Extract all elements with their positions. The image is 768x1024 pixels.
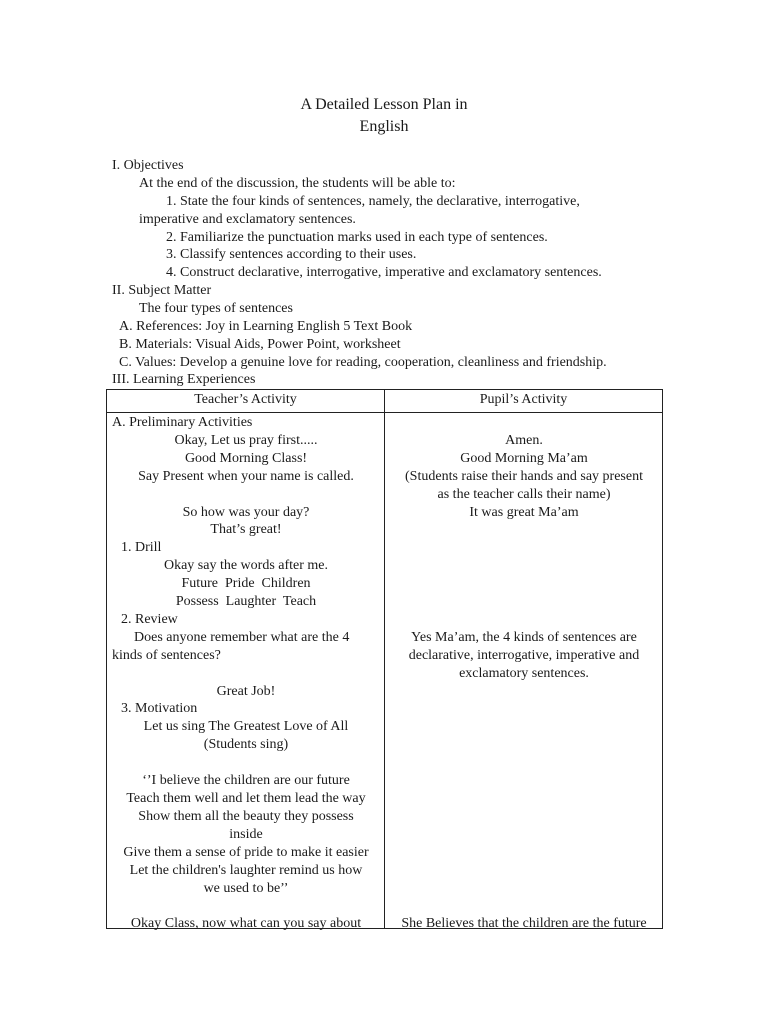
teacher-line: Future Pride Children	[181, 576, 311, 592]
blank-line	[112, 897, 380, 915]
teacher-line: 2. Review	[121, 611, 178, 627]
pupil-line: Yes Ma’am, the 4 kinds of sentences are	[411, 629, 637, 645]
teacher-line: Okay Class, now what can you say about	[130, 916, 362, 932]
teacher-line: Possess Laughter Teach	[175, 594, 317, 610]
subject-matter-topic: The four types of sentences	[139, 301, 293, 316]
teacher-line: Good Morning Class!	[184, 450, 308, 466]
blank-line	[390, 808, 658, 826]
blank-line	[390, 736, 658, 754]
teacher-line: Does anyone remember what are the 4	[134, 629, 350, 645]
blank-line	[390, 521, 658, 539]
pupil-line: exclamatory sentences.	[459, 665, 589, 681]
teacher-line: kinds of sentences?	[112, 647, 221, 663]
objective-4: 4. Construct declarative, interrogative, imperative and exclamatory sentences.	[166, 265, 602, 280]
teacher-activity-cell	[112, 414, 380, 933]
teacher-line: 1. Drill	[121, 540, 162, 556]
blank-line	[390, 897, 658, 915]
blank-line	[112, 754, 380, 772]
blank-line	[390, 575, 658, 593]
objective-1-line-a: 1. State the four kinds of sentences, namely, the declarative, interrogative,	[166, 194, 580, 209]
blank-line	[390, 700, 658, 718]
pupil-line: (Students raise their hands and say present	[405, 468, 643, 484]
learning-experiences-heading: III. Learning Experiences	[112, 372, 256, 387]
objectives-intro: At the end of the discussion, the students will be able to:	[139, 176, 456, 191]
blank-line	[390, 861, 658, 879]
blank-line	[390, 772, 658, 790]
teacher-line: 3. Motivation	[121, 701, 198, 717]
table-column-divider	[384, 390, 385, 928]
blank-line	[390, 754, 658, 772]
teacher-line: Great Job!	[216, 683, 276, 699]
blank-line	[390, 682, 658, 700]
lyric-line: we used to be’’	[203, 880, 289, 896]
pupil-line: as the teacher calls their name)	[437, 486, 611, 502]
teacher-line: A. Preliminary Activities	[112, 415, 253, 430]
objective-3: 3. Classify sentences according to their uses.	[166, 247, 417, 262]
teacher-line: Okay say the words after me.	[163, 558, 329, 574]
teacher-line: Okay, Let us pray first.....	[174, 432, 318, 448]
subject-matter-heading: II. Subject Matter	[112, 283, 212, 298]
subject-matter-references: A. References: Joy in Learning English 5 Text Book	[119, 319, 413, 334]
blank-line	[390, 557, 658, 575]
lesson-table	[106, 389, 663, 932]
teacher-line: That’s great!	[210, 522, 282, 538]
blank-line	[390, 611, 658, 629]
blank-line	[390, 539, 658, 557]
objectives-heading: I. Objectives	[112, 158, 184, 173]
lyric-line: ‘’I believe the children are our future	[142, 773, 350, 789]
blank-line	[390, 826, 658, 844]
subject-matter-values: C. Values: Develop a genuine love for reading, cooperation, cleanliness and friendship.	[119, 355, 607, 370]
blank-line	[390, 790, 658, 808]
teacher-line: (Students sing)	[203, 737, 289, 753]
teacher-line: So how was your day?	[182, 504, 310, 520]
blank-line	[112, 665, 380, 683]
objective-1-line-b: imperative and exclamatory sentences.	[139, 212, 356, 227]
pupil-line: Amen.	[505, 432, 543, 448]
blank-line	[390, 844, 658, 862]
blank-line	[112, 486, 380, 504]
teacher-line: Let us sing The Greatest Love of All	[143, 719, 349, 735]
blank-line	[390, 593, 658, 611]
blank-line	[390, 879, 658, 897]
blank-line	[390, 414, 658, 432]
teacher-line: Say Present when your name is called.	[138, 468, 354, 484]
lyric-line: inside	[229, 826, 263, 842]
lyric-line: Show them all the beauty they possess	[138, 808, 354, 824]
objective-2: 2. Familiarize the punctuation marks used in each type of sentences.	[166, 230, 548, 245]
subject-matter-materials: B. Materials: Visual Aids, Power Point, worksheet	[119, 337, 401, 352]
pupil-line: declarative, interrogative, imperative and	[408, 647, 640, 663]
lyric-line: Give them a sense of pride to make it easier	[123, 844, 369, 860]
pupil-line: Good Morning Ma’am	[460, 450, 588, 466]
pupil-activity-cell	[390, 414, 658, 933]
blank-line	[390, 718, 658, 736]
lyric-line: Teach them well and let them lead the way	[126, 790, 366, 806]
pupil-line: She Believes that the children are the future	[401, 916, 647, 932]
title-line-1: A Detailed Lesson Plan in	[300, 96, 468, 113]
pupil-line: It was great Ma’am	[469, 504, 579, 520]
teacher-activity-header: Teacher’s Activity	[194, 392, 297, 407]
lyric-line: Let the children's laughter remind us how	[129, 862, 363, 878]
table-header-divider	[107, 412, 662, 413]
pupil-activity-header: Pupil’s Activity	[479, 392, 568, 407]
title-line-2: English	[359, 118, 409, 135]
